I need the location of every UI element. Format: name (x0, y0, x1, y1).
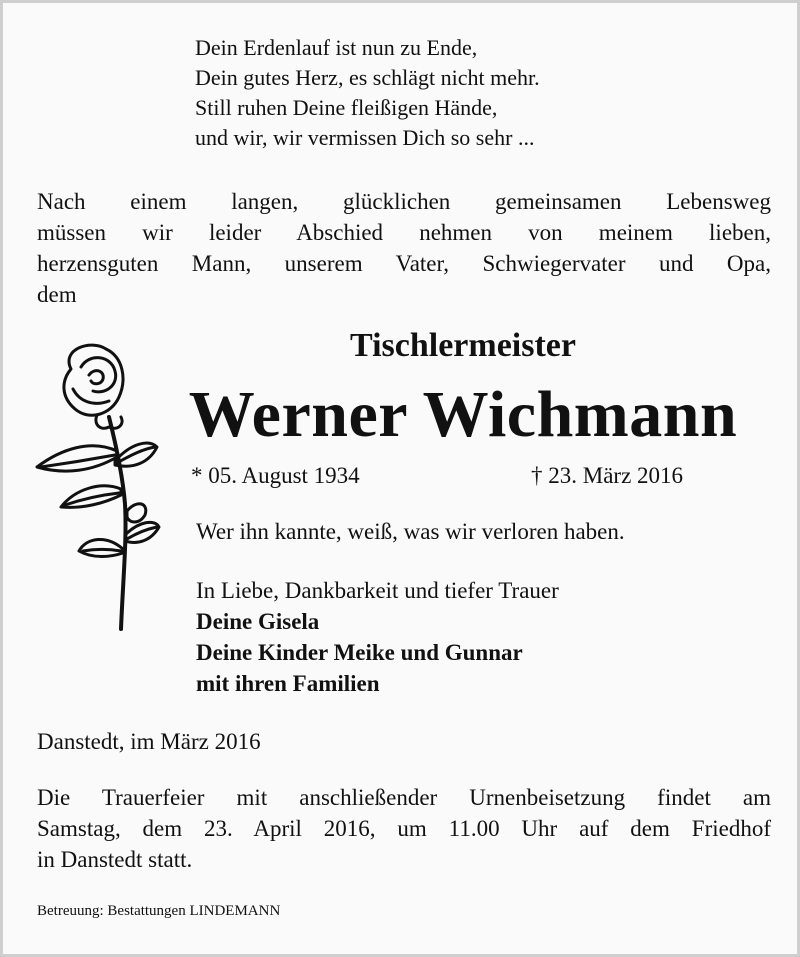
birth-date: * 05. August 1934 (191, 463, 360, 488)
death-date: † 23. März 2016 (531, 463, 684, 488)
intro-line: herzensguten Mann, unserem Vater, Schwiegervater und Opa, (37, 251, 771, 276)
intro-line: Nach einem langen, glücklichen gemeinsamen Lebensweg (37, 189, 771, 214)
mourner-name: Deine Kinder Meike und Gunnar (196, 640, 523, 665)
poem-line: Dein Erdenlauf ist nun zu Ende, (195, 35, 478, 60)
mourners-intro: In Liebe, Dankbarkeit und tiefer Trauer (196, 578, 559, 603)
mourners (196, 575, 559, 699)
poem-line: und wir, wir vermissen Dich so sehr ... (195, 125, 535, 150)
quote: Wer ihn kannte, weiß, was wir verloren haben. (196, 519, 625, 544)
profession: Tischlermeister (350, 327, 576, 364)
mourner-name: mit ihren Familien (196, 671, 380, 696)
place-date: Danstedt, im März 2016 (37, 729, 261, 754)
rose-icon (31, 339, 161, 639)
deceased-name: Werner Wichmann (188, 378, 738, 451)
poem-line: Still ruhen Deine fleißigen Hände, (195, 95, 498, 120)
ceremony-info (37, 782, 771, 875)
poem-line: Dein gutes Herz, es schlägt nicht mehr. (195, 65, 540, 90)
ceremony-line: in Danstedt statt. (37, 847, 193, 872)
ceremony-line: Samstag, dem 23. April 2016, um 11.00 Uhr auf dem Friedhof (37, 816, 771, 841)
funeral-home-credit: Betreuung: Bestattungen LINDEMANN (37, 903, 281, 919)
ceremony-line: Die Trauerfeier mit anschließender Urnenbeisetzung findet am (37, 785, 771, 810)
intro-line: müssen wir leider Abschied nehmen von meinem lieben, (37, 220, 771, 245)
intro-line: dem (37, 282, 77, 307)
poem (195, 33, 540, 153)
intro-text (37, 186, 771, 310)
mourner-name: Deine Gisela (196, 609, 320, 634)
